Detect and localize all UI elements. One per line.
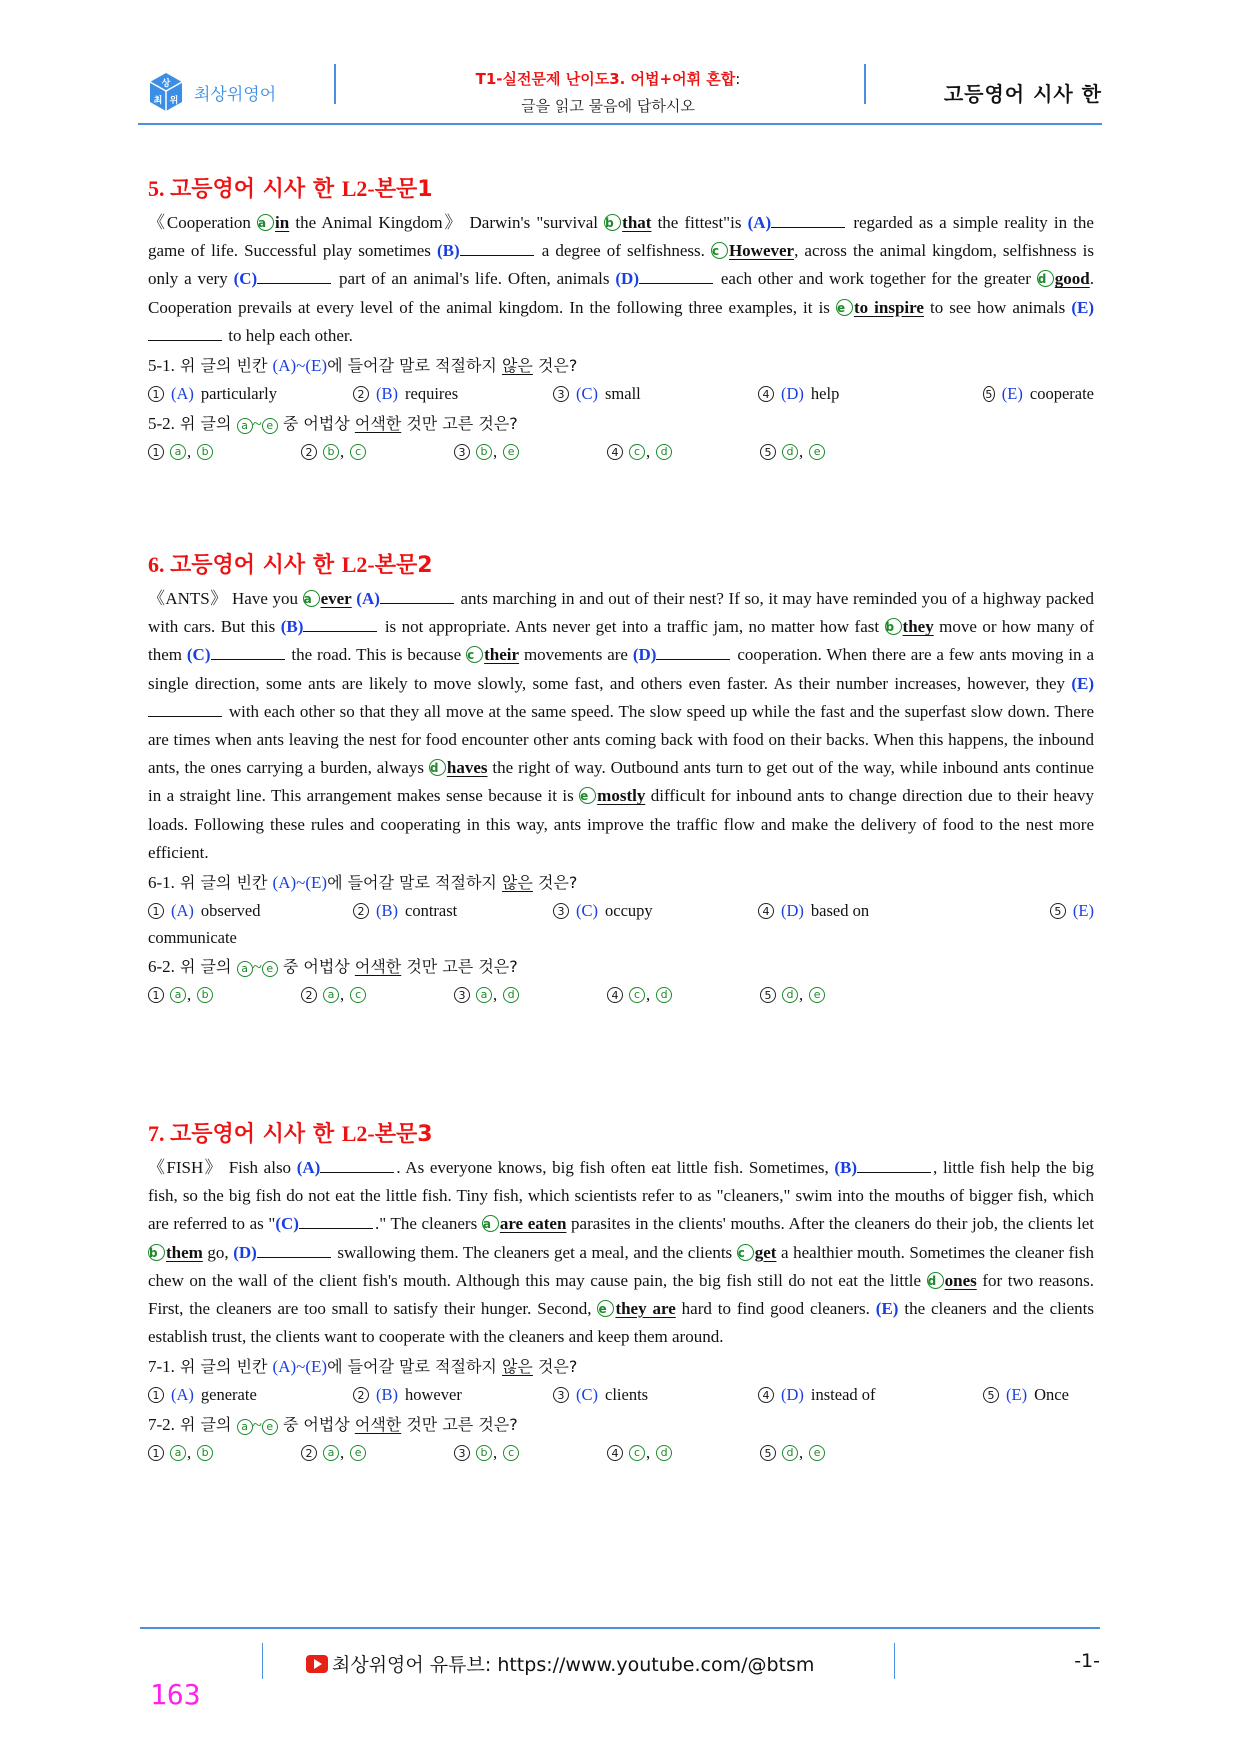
comma: , [799,442,804,462]
section-title: 5. 고등영어 시사 한 L2-본문1 [148,176,433,202]
youtube-link-text: 최상위영어 유튜브: https://www.youtube.com/@btsm [332,1654,815,1676]
answer-option-1[interactable] [148,981,301,1009]
marker-d-icon: d [503,987,519,1003]
marker-a-icon: a [237,418,253,434]
marker-a-icon: a [237,1419,253,1435]
marker-d: d [927,1272,944,1289]
answer-blank [257,269,331,284]
answer-option-1[interactable] [148,438,301,466]
section-5 [148,172,1094,466]
option-label: (D) [781,1385,804,1405]
comma: , [493,985,498,1005]
option-text: based on [810,901,870,921]
marker-d-icon: d [782,987,798,1003]
options-7-1 [148,1381,1094,1409]
underlined-target: in [275,213,290,232]
question-emphasis: 않은 [501,356,533,376]
marker-c-icon: c [629,444,645,460]
section-6 [148,548,1094,1009]
option-text: small [605,384,641,404]
option-number-icon: 3 [454,444,470,460]
answer-option-3[interactable] [553,1381,758,1409]
blank-range: (A)~(E) [272,1357,328,1377]
header-divider [334,64,336,104]
answer-blank [320,1158,394,1173]
marker-a-icon: a [476,987,492,1003]
marker-e-icon: e [809,444,825,460]
tilde: ~ [252,414,262,434]
answer-option-3[interactable] [454,981,607,1009]
option-number-icon: 4 [607,444,623,460]
option-label: (B) [376,384,398,404]
option-label: (A) [171,1385,194,1405]
question-5-2 [148,410,1094,438]
comma: , [340,985,345,1005]
option-text: clients [605,1385,649,1405]
answer-option-3[interactable] [454,1439,607,1467]
answer-option-5[interactable] [760,981,913,1009]
blank-label: (E) [1071,297,1094,317]
answer-option-2[interactable] [353,1381,553,1409]
marker-a: a [303,590,320,607]
header-right-title: 고등영어 시사 한 [943,82,1102,106]
answer-option-4[interactable] [758,1381,983,1409]
option-label: (B) [376,901,398,921]
answer-option-2[interactable] [353,897,553,925]
question-6-1 [148,869,1094,897]
passage: 《FISH》 Fish also (A) . As everyone knows, big fish often eat little fish. Sometimes, (B) , little fish help the big fish, so the big fish do not eat the little fish. Tiny fish, which scientists refer to as "cleaners," swim into the mouths of bigger fish, which are referred to as "(C) ." The cleaners a are eaten parasites in the clients' mouths. After the cleaners do their job, the clients let b them go, (D) swallowing them. The cleaners get a meal, and the clients c get a healthier mouth. Sometimes the cleaner fish chew on the wall of the client fish's mouth. Although this may cause pain, the big fish still do not eat the little d ones for two reasons. First, the cleaners are too small to satisfy their hunger. Second, e they are hard to find good cleaners. (E) the cleaners and the clients establish trust, the clients want to cooperate with the cleaners and keep them around. [148,1158,1095,1347]
answer-option-1[interactable] [148,1381,353,1409]
comma: , [646,1443,651,1463]
marker-b: b [148,1244,165,1261]
option-number-icon: 2 [301,444,317,460]
marker-b-icon: b [197,987,213,1003]
underlined-target: However [728,241,795,261]
answer-blank [857,1158,931,1173]
blank-label: (E) [1071,673,1094,693]
tilde: ~ [252,1415,262,1435]
svg-text:상: 상 [161,79,171,89]
option-number-icon: 1 [148,444,164,460]
option-number-icon: 3 [454,1445,470,1461]
marker-e-icon: e [503,444,519,460]
answer-blank [460,241,534,256]
marker-d-icon: d [656,1445,672,1461]
question-number: 5-1. [148,356,175,376]
underlined-target: good [1054,269,1090,289]
answer-option-4[interactable] [607,981,760,1009]
section-title: 7. 고등영어 시사 한 L2-본문3 [148,1121,433,1147]
svg-text:최: 최 [153,96,163,106]
header-divider [864,64,866,104]
marker-d: d [1037,270,1054,287]
section-title: 6. 고등영어 시사 한 L2-본문2 [148,552,433,578]
marker-a-icon: a [170,444,186,460]
option-number-icon: 5 [760,444,776,460]
option-label: (D) [781,901,804,921]
underlined-target: they are [615,1299,676,1319]
option-number-icon: 5 [760,1445,776,1461]
comma: , [340,442,345,462]
option-label: (E) [1072,901,1094,921]
option-number-icon: 4 [758,903,774,919]
option-number-icon: 3 [553,903,569,919]
marker-e-icon: e [350,1445,366,1461]
option-label: (D) [781,384,804,404]
question-number: 6-1. [148,873,175,893]
option-number-icon: 2 [353,1387,369,1403]
blank-range: (A)~(E) [272,356,328,376]
question-text: 에 들어갈 말로 적절하지 [327,356,502,376]
question-text: 것만 고른 것은? [401,1415,518,1435]
answer-option-5[interactable] [760,438,913,466]
answer-option-5[interactable] [983,897,1094,925]
question-emphasis: 어색한 [354,414,402,434]
answer-blank [771,213,845,228]
marker-a-icon: a [323,1445,339,1461]
marker-e: e [579,787,596,804]
option-label: (B) [376,1385,398,1405]
answer-blank [299,1214,373,1229]
underlined-target: their [484,645,520,665]
option-text: observed [200,901,261,921]
options-6-2 [148,981,1094,1009]
answer-option-1[interactable] [148,1439,301,1467]
marker-b: b [604,214,621,231]
option-text: help [810,384,840,404]
answer-option-2[interactable] [301,981,454,1009]
question-text: 위 글의 [174,1415,237,1435]
option-number-icon: 2 [301,987,317,1003]
marker-range [237,957,278,976]
option-label: (C) [576,1385,598,1405]
marker-c-icon: c [503,1445,519,1461]
worksheet-title: T1-실전문제 난이도3. 어법+어휘 혼합: [475,70,741,88]
underlined-target: to inspire [853,297,924,317]
worksheet-instructions: 글을 읽고 물음에 답하시오 [521,97,695,115]
marker-c: c [466,646,483,663]
option-number-icon: 2 [301,1445,317,1461]
option-number-icon: 4 [607,1445,623,1461]
underlined-target: ever [320,589,352,608]
comma: , [187,1443,192,1463]
answer-option-3[interactable] [454,438,607,466]
option-text: contrast [405,901,458,921]
header-center [348,68,868,116]
marker-a-icon: a [170,987,186,1003]
question-text: 위 글의 빈칸 [174,356,273,376]
marker-b-icon: b [197,1445,213,1461]
marker-b-icon: b [197,444,213,460]
answer-blank [656,645,730,660]
question-text: 위 글의 빈칸 [174,1357,273,1377]
option-text-wrap: communicate [148,928,237,948]
blank-label: (A) [296,1158,321,1177]
underlined-target: that [622,213,652,232]
option-number-icon: 2 [353,903,369,919]
tilde: ~ [252,957,262,977]
question-emphasis: 어색한 [354,957,402,977]
answer-blank [148,326,222,341]
option-number-icon: 5 [1050,903,1066,919]
marker-e-icon: e [262,961,278,977]
marker-d: d [429,759,446,776]
answer-blank [148,702,222,717]
question-text: 에 들어갈 말로 적절하지 [327,1357,502,1377]
marker-e-icon: e [809,1445,825,1461]
question-emphasis: 어색한 [354,1415,402,1435]
marker-e-icon: e [262,1419,278,1435]
option-text: however [405,1385,462,1405]
underlined-target: mostly [597,786,646,806]
blank-label: (D) [615,269,639,289]
comma: , [493,442,498,462]
answer-option-3[interactable] [553,380,758,408]
option-label: (C) [576,384,598,404]
question-7-2 [148,1411,1094,1439]
option-text: instead of [810,1385,876,1405]
question-7-1 [148,1353,1094,1381]
marker-e-icon: e [809,987,825,1003]
marker-a: a [257,214,274,231]
option-label: (E) [1001,384,1023,404]
blank-label: (B) [834,1158,858,1177]
marker-c: c [737,1244,754,1261]
question-text: 중 어법상 [277,957,355,977]
question-text: 중 어법상 [277,1415,355,1435]
blank-label: (B) [437,241,460,261]
marker-d-icon: d [656,987,672,1003]
option-number-icon: 2 [353,386,369,402]
option-text: particularly [200,384,277,404]
underlined-target: are eaten [499,1214,567,1234]
marker-a-icon: a [323,987,339,1003]
question-text: 위 글의 빈칸 [174,873,273,893]
answer-option-2[interactable] [353,380,553,408]
passage: 《ANTS》 Have you a ever (A) ants marching in and out of their nest? If so, it may have reminded you of a highway packed with cars. But this (B) is not appropriate. Ants never get into a traffic jam, no matter how fast b they move or how many of them (C) the road. This is because c their movements are (D) cooperation. When there are a few ants moving in a single direction, some ants are likely to move slowly, some fast, and others even faster. As their number increases, however, they (E) with each other so that they all move at the same speed. The slow speed up while the fast and the superfast slow down. There are times when ants leaving the nest for food encounter other ants coming back with food on their backs. When this happens, the inbound ants, the ones carrying a burden, always d haves the right of way. Outbound ants turn to get out of the way, while inbound ants continue in a straight line. This arrangement makes sense because it is e mostly difficult for inbound ants to change direction due to their heavy loads. Following these rules and cooperating in this way, ants improve the traffic flow and make the delivery of food to the nest more efficient. [148,589,1095,862]
comma: , [187,985,192,1005]
question-text: 에 들어갈 말로 적절하지 [327,873,502,893]
option-number-icon: 1 [148,1445,164,1461]
option-text: cooperate [1029,384,1094,404]
answer-blank [211,645,285,660]
question-text: 것만 고른 것은? [401,957,518,977]
question-text: 위 글의 [174,414,237,434]
question-text: 것은? [532,356,578,376]
side-page-number: 163 [150,1678,201,1711]
comma: , [493,1443,498,1463]
marker-a-icon: a [237,961,253,977]
marker-range [237,1415,278,1434]
answer-option-3[interactable] [553,897,758,925]
underlined-target: they [902,617,934,637]
options-5-2 [148,438,1094,466]
page-number: -1- [1074,1650,1100,1672]
question-5-1 [148,352,1094,380]
marker-a: a [482,1215,499,1232]
answer-blank [639,269,713,284]
option-text: occupy [605,901,653,921]
page-header [138,64,1102,124]
options-7-2 [148,1439,1094,1467]
question-number: 7-2. [148,1415,175,1435]
blank-label: (C) [186,645,211,665]
question-number: 6-2. [148,957,175,977]
marker-c-icon: c [629,987,645,1003]
svg-text:위: 위 [169,96,179,106]
answer-option-5[interactable] [983,380,1094,408]
marker-d-icon: d [782,1445,798,1461]
marker-b: b [885,618,902,635]
question-number: 7-1. [148,1357,175,1377]
brand-name: 최상위영어 [194,85,277,105]
option-number-icon: 1 [148,987,164,1003]
youtube-link[interactable] [306,1650,814,1677]
option-number-icon: 1 [148,1387,164,1403]
option-label: (C) [576,901,598,921]
option-number-icon: 5 [760,987,776,1003]
options-5-1 [148,380,1094,408]
blank-label: (C) [275,1214,299,1234]
marker-c-icon: c [350,987,366,1003]
footer-rule [140,1627,1100,1629]
brand-logo-icon [148,72,184,112]
answer-option-5[interactable] [983,1381,1094,1409]
option-number-icon: 4 [607,987,623,1003]
answer-blank [303,617,377,632]
option-number-icon: 1 [148,903,164,919]
option-number-icon: 5 [983,1387,999,1403]
marker-d-icon: d [656,444,672,460]
youtube-icon [306,1655,328,1673]
option-text: generate [200,1385,257,1405]
answer-option-4[interactable] [607,438,760,466]
blank-label: (E) [875,1299,899,1319]
answer-option-4[interactable] [607,1439,760,1467]
footer-divider [894,1643,895,1679]
header-rule [138,123,1102,125]
option-number-icon: 4 [758,386,774,402]
question-text: 것만 고른 것은? [401,414,518,434]
marker-b-icon: b [323,444,339,460]
footer-divider [262,1643,263,1679]
answer-option-1[interactable] [148,897,353,925]
marker-b-icon: b [476,444,492,460]
comma: , [646,442,651,462]
answer-blank [257,1243,331,1258]
question-text: 것은? [532,1357,578,1377]
underlined-target: ones [944,1270,977,1290]
question-number: 5-2. [148,414,175,434]
marker-e: e [597,1300,614,1317]
answer-option-1[interactable] [148,380,353,408]
blank-label: (A) [356,589,380,608]
answer-option-2[interactable] [301,1439,454,1467]
blank-label: (B) [280,617,304,637]
comma: , [799,1443,804,1463]
marker-c-icon: c [629,1445,645,1461]
underlined-target: haves [446,758,488,778]
comma: , [187,442,192,462]
comma: , [340,1443,345,1463]
answer-option-2[interactable] [301,438,454,466]
blank-label: (C) [233,269,258,289]
blank-label: (D) [632,645,657,665]
marker-a-icon: a [170,1445,186,1461]
section-7 [148,1117,1094,1467]
option-number-icon: 4 [758,1387,774,1403]
option-number-icon: 3 [553,1387,569,1403]
question-text: 것은? [532,873,578,893]
marker-e-icon: e [262,418,278,434]
underlined-target: get [754,1242,777,1262]
blank-label: (A) [747,213,772,232]
options-6-1 [148,897,1094,925]
answer-option-4[interactable] [758,380,983,408]
question-emphasis: 않은 [501,873,533,893]
option-number-icon: 3 [553,386,569,402]
blank-range: (A)~(E) [272,873,328,893]
option-number-icon: 3 [454,987,470,1003]
marker-b-icon: b [476,1445,492,1461]
question-emphasis: 않은 [501,1357,533,1377]
marker-range [237,414,278,433]
marker-c: c [711,242,728,259]
comma: , [799,985,804,1005]
question-text: 중 어법상 [277,414,355,434]
answer-blank [380,589,454,604]
underlined-target: them [166,1242,203,1262]
blank-label: (D) [233,1242,257,1262]
question-text: 위 글의 [174,957,237,977]
marker-e: e [836,299,853,316]
answer-option-5[interactable] [760,1439,913,1467]
question-6-2 [148,953,1094,981]
option-text: requires [405,384,459,404]
marker-d-icon: d [782,444,798,460]
option-number-icon: 5 [983,386,995,402]
marker-c-icon: c [350,444,366,460]
answer-option-4[interactable] [758,897,983,925]
option-label: (E) [1006,1385,1028,1405]
option-label: (A) [171,384,194,404]
passage: 《Cooperation a in the Animal Kingdom》 Darwin's "survival b that the fittest"is (A) regarded as a simple reality in the game of life. Successful play sometimes (B) a degree of selfishness. c However, across the animal kingdom, selfishness is only a very (C) part of an animal's life. Often, animals (D) each other and work together for the greater d good. Cooperation prevails at every level of the animal kingdom. In the following three examples, it is e to inspire to see how animals (E) to help each other. [148,213,1094,345]
option-number-icon: 1 [148,386,164,402]
option-label: (A) [171,901,194,921]
comma: , [646,985,651,1005]
option-text: Once [1034,1385,1069,1405]
